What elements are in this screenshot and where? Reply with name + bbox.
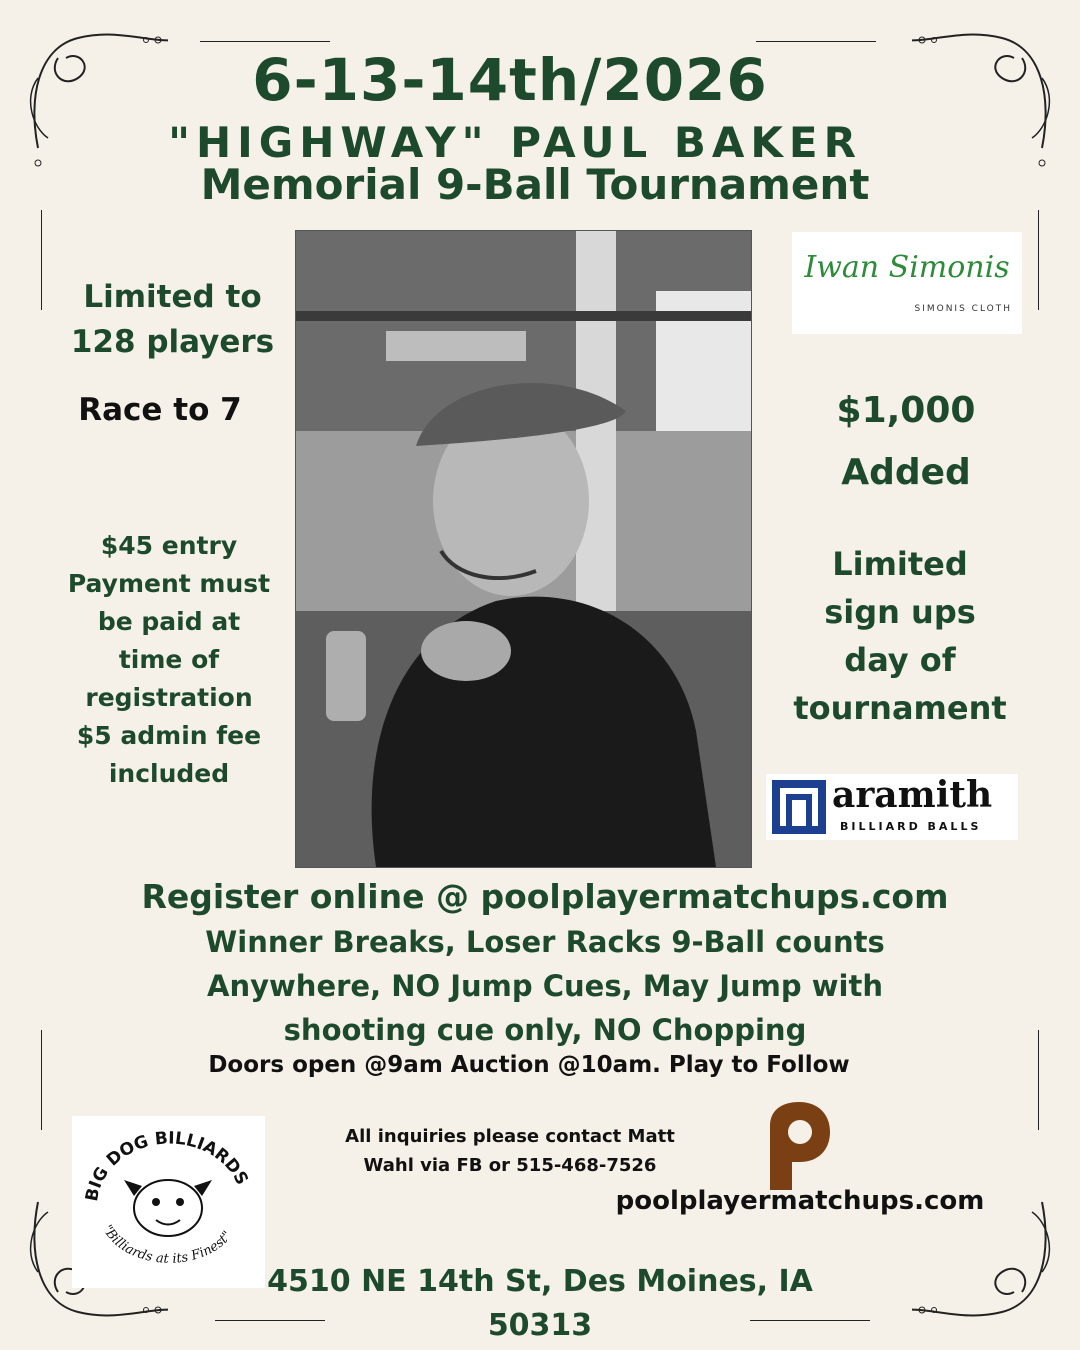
signup-line: sign ups <box>824 593 976 631</box>
entry-line: $5 admin fee <box>76 721 262 750</box>
poolplayermatchups-p-icon <box>766 1100 832 1192</box>
frame-right-bottom-line <box>1038 1030 1039 1130</box>
signup-line: tournament <box>793 689 1007 727</box>
aramith-logo <box>766 774 1018 840</box>
aramith-caption: BILLIARD BALLS <box>840 820 982 833</box>
aramith-emblem-icon <box>770 778 828 836</box>
aramith-name: aramith <box>832 774 993 816</box>
tournament-title: Memorial 9-Ball Tournament <box>200 160 870 209</box>
honoree-name: "HIGHWAY" PAUL BAKER <box>168 118 862 167</box>
simonis-caption: SIMONIS CLOTH <box>914 304 1012 314</box>
rules-line: Anywhere, NO Jump Cues, May Jump with <box>207 969 883 1003</box>
bigdog-slogan: "Billiards at its Finest" <box>99 1222 236 1267</box>
register-online: Register online @ poolplayermatchups.com <box>141 877 949 916</box>
frame-left-bottom-line <box>41 1030 42 1130</box>
signup-line: Limited <box>832 545 968 583</box>
frame-top-left-line <box>200 41 330 42</box>
entry-line: $45 entry <box>100 531 238 560</box>
entry-line: time of <box>118 645 220 674</box>
entry-line: registration <box>85 683 253 712</box>
website-link[interactable]: poolplayermatchups.com <box>615 1186 985 1216</box>
player-limit-line-1: Limited to <box>83 279 262 315</box>
rules-line: shooting cue only, NO Chopping <box>283 1013 807 1047</box>
event-date: 6-13-14th/2026 <box>252 46 768 114</box>
big-dog-billiards-logo <box>72 1116 265 1288</box>
svg-text:BIG DOG BILLIARDS <box>82 1128 252 1203</box>
contact-info <box>325 1122 695 1180</box>
entry-line: be paid at <box>97 607 241 636</box>
race-format: Race to 7 <box>78 392 242 428</box>
contact-line: Wahl via FB or 515-468-7526 <box>363 1155 657 1176</box>
player-limit <box>60 275 285 365</box>
player-limit-line-2: 128 players <box>70 324 275 360</box>
signup-line: day of <box>844 641 956 679</box>
added-money <box>800 380 1012 504</box>
entry-line: Payment must <box>67 569 271 598</box>
entry-line: included <box>108 759 230 788</box>
address-line: 4510 NE 14th St, Des Moines, IA <box>267 1264 813 1299</box>
frame-left-line <box>41 210 42 310</box>
frame-right-line <box>1038 210 1039 310</box>
frame-top-right-line <box>756 41 876 42</box>
bigdog-arc-text: BIG DOG BILLIARDS <box>82 1128 252 1203</box>
contact-line: All inquiries please contact Matt <box>345 1126 675 1147</box>
venue-address <box>250 1260 830 1348</box>
signup-note <box>780 540 1020 732</box>
rules-line: Winner Breaks, Loser Racks 9-Ball counts <box>205 925 885 959</box>
bulldog-icon <box>72 1116 265 1288</box>
simonis-logo <box>792 232 1022 334</box>
simonis-script: Iwan Simonis <box>804 250 1010 285</box>
photo-illustration-icon <box>296 231 751 867</box>
memorial-photo <box>295 230 752 868</box>
schedule-info: Doors open @9am Auction @10am. Play to Follow <box>208 1052 850 1078</box>
added-label: Added <box>841 452 971 493</box>
address-line: 50313 <box>487 1308 593 1343</box>
entry-fee-info <box>55 527 283 793</box>
tournament-rules <box>150 920 940 1052</box>
svg-text:"Billiards at its Finest" <box>99 1223 235 1267</box>
added-amount: $1,000 <box>836 390 976 431</box>
